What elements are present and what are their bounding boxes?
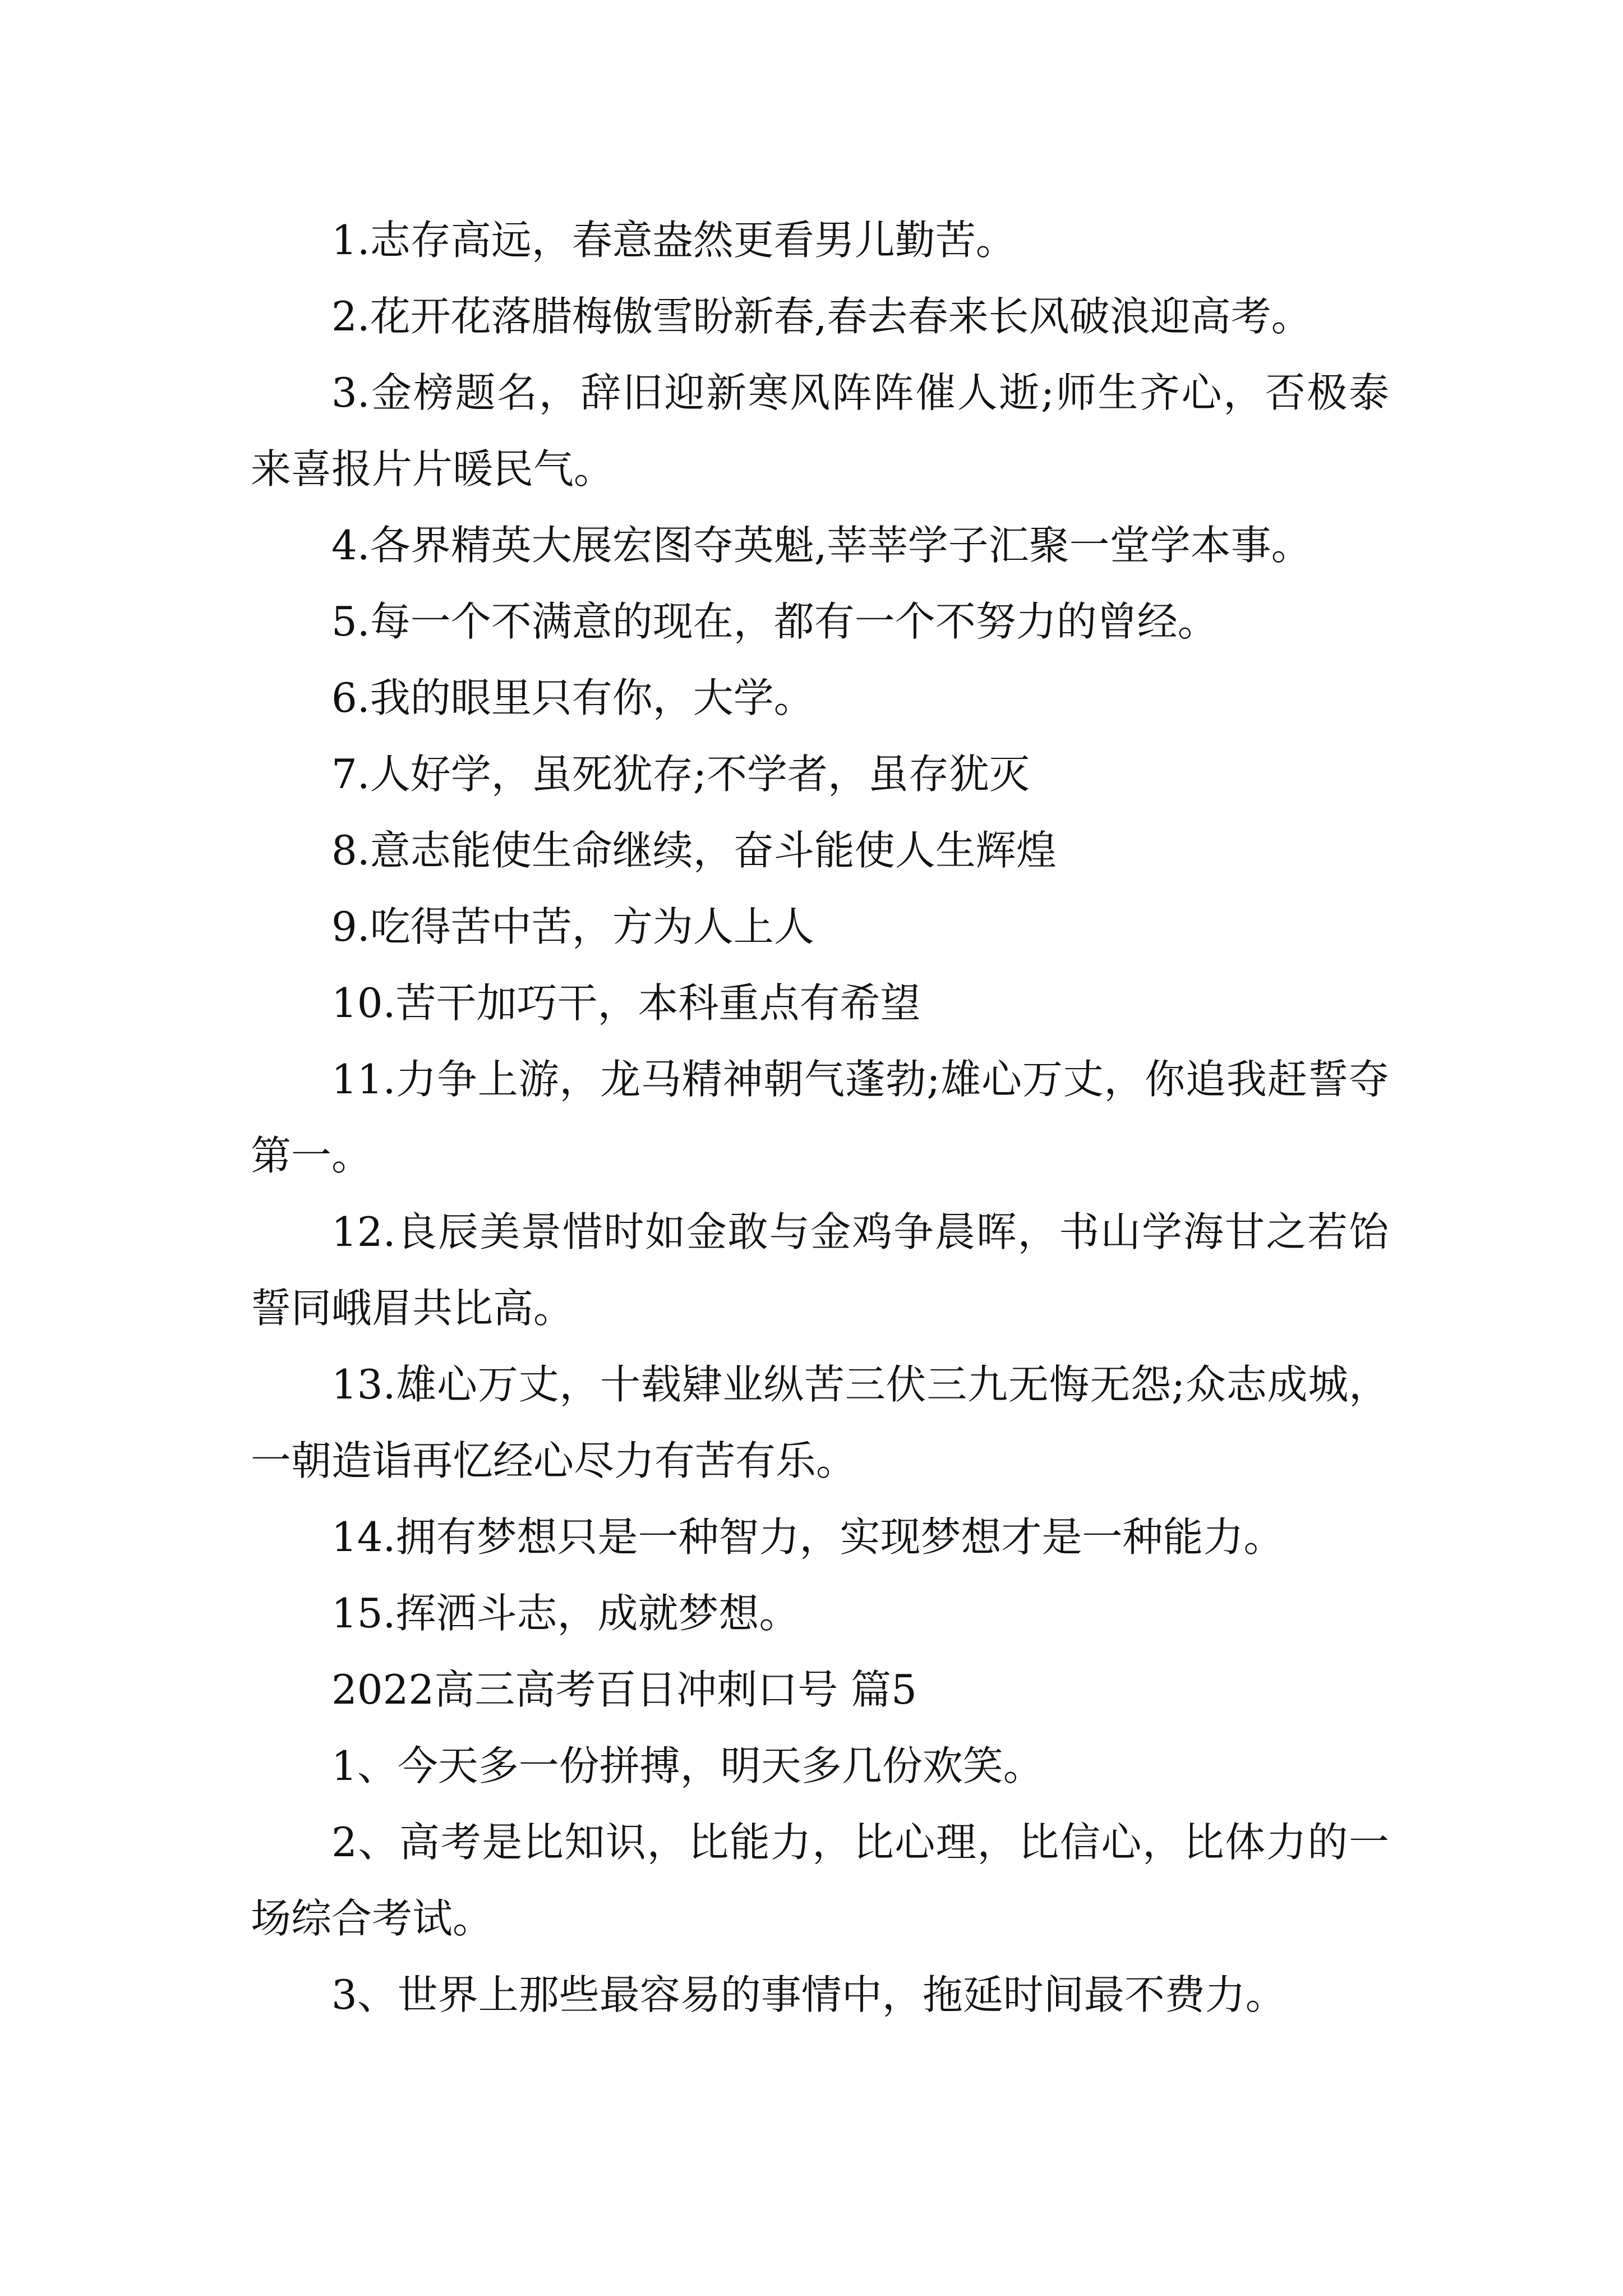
paragraph: 15.挥洒斗志，成就梦想。 bbox=[331, 1590, 800, 1637]
paragraph: 6.我的眼里只有你，大学。 bbox=[331, 674, 814, 721]
paragraph: 1.志存高远，春意盎然更看男儿勤苦。 bbox=[331, 217, 1016, 264]
paragraph: 9.吃得苦中苦，方为人上人 bbox=[331, 903, 814, 950]
paragraph: 13.雄心万丈，十载肄业纵苦三伏三九无悔无怨;众志成城，一朝造诣再忆经心尽力有苦有乐。 bbox=[251, 1361, 1389, 1484]
paragraph: 3.金榜题名，辞旧迎新寒风阵阵催人逝;师生齐心，否极泰来喜报片片暖民气。 bbox=[251, 369, 1389, 493]
section-heading: 2022高三高考百日冲刺口号 篇5 bbox=[331, 1666, 917, 1713]
paragraph: 14.拥有梦想只是一种智力，实现梦想才是一种能力。 bbox=[331, 1513, 1284, 1561]
paragraph: 7.人好学，虽死犹存;不学者，虽存犹灭 bbox=[331, 751, 1030, 798]
paragraph: 8.意志能使生命继续，奋斗能使人生辉煌 bbox=[331, 827, 1057, 874]
document-body bbox=[251, 202, 1389, 2033]
paragraph: 4.各界精英大展宏图夺英魁,莘莘学子汇聚一堂学本事。 bbox=[331, 522, 1312, 569]
paragraph: 10.苦干加巧干，本科重点有希望 bbox=[331, 979, 921, 1027]
paragraph: 5.每一个不满意的现在，都有一个不努力的曾经。 bbox=[331, 598, 1218, 645]
paragraph: 3、世界上那些最容易的事情中，拖延时间最不费力。 bbox=[331, 1971, 1286, 2018]
paragraph: 1、今天多一份拼搏，明天多几份欢笑。 bbox=[331, 1742, 1044, 1789]
paragraph: 2.花开花落腊梅傲雪盼新春,春去春来长风破浪迎高考。 bbox=[331, 293, 1312, 340]
paragraph: 11.力争上游，龙马精神朝气蓬勃;雄心万丈，你追我赶誓夺第一。 bbox=[251, 1056, 1389, 1179]
paragraph: 2、高考是比知识，比能力，比心理，比信心，比体力的一场综合考试。 bbox=[251, 1819, 1389, 1942]
paragraph: 12.良辰美景惜时如金敢与金鸡争晨晖，书山学海甘之若饴誓同峨眉共比高。 bbox=[251, 1208, 1389, 1332]
